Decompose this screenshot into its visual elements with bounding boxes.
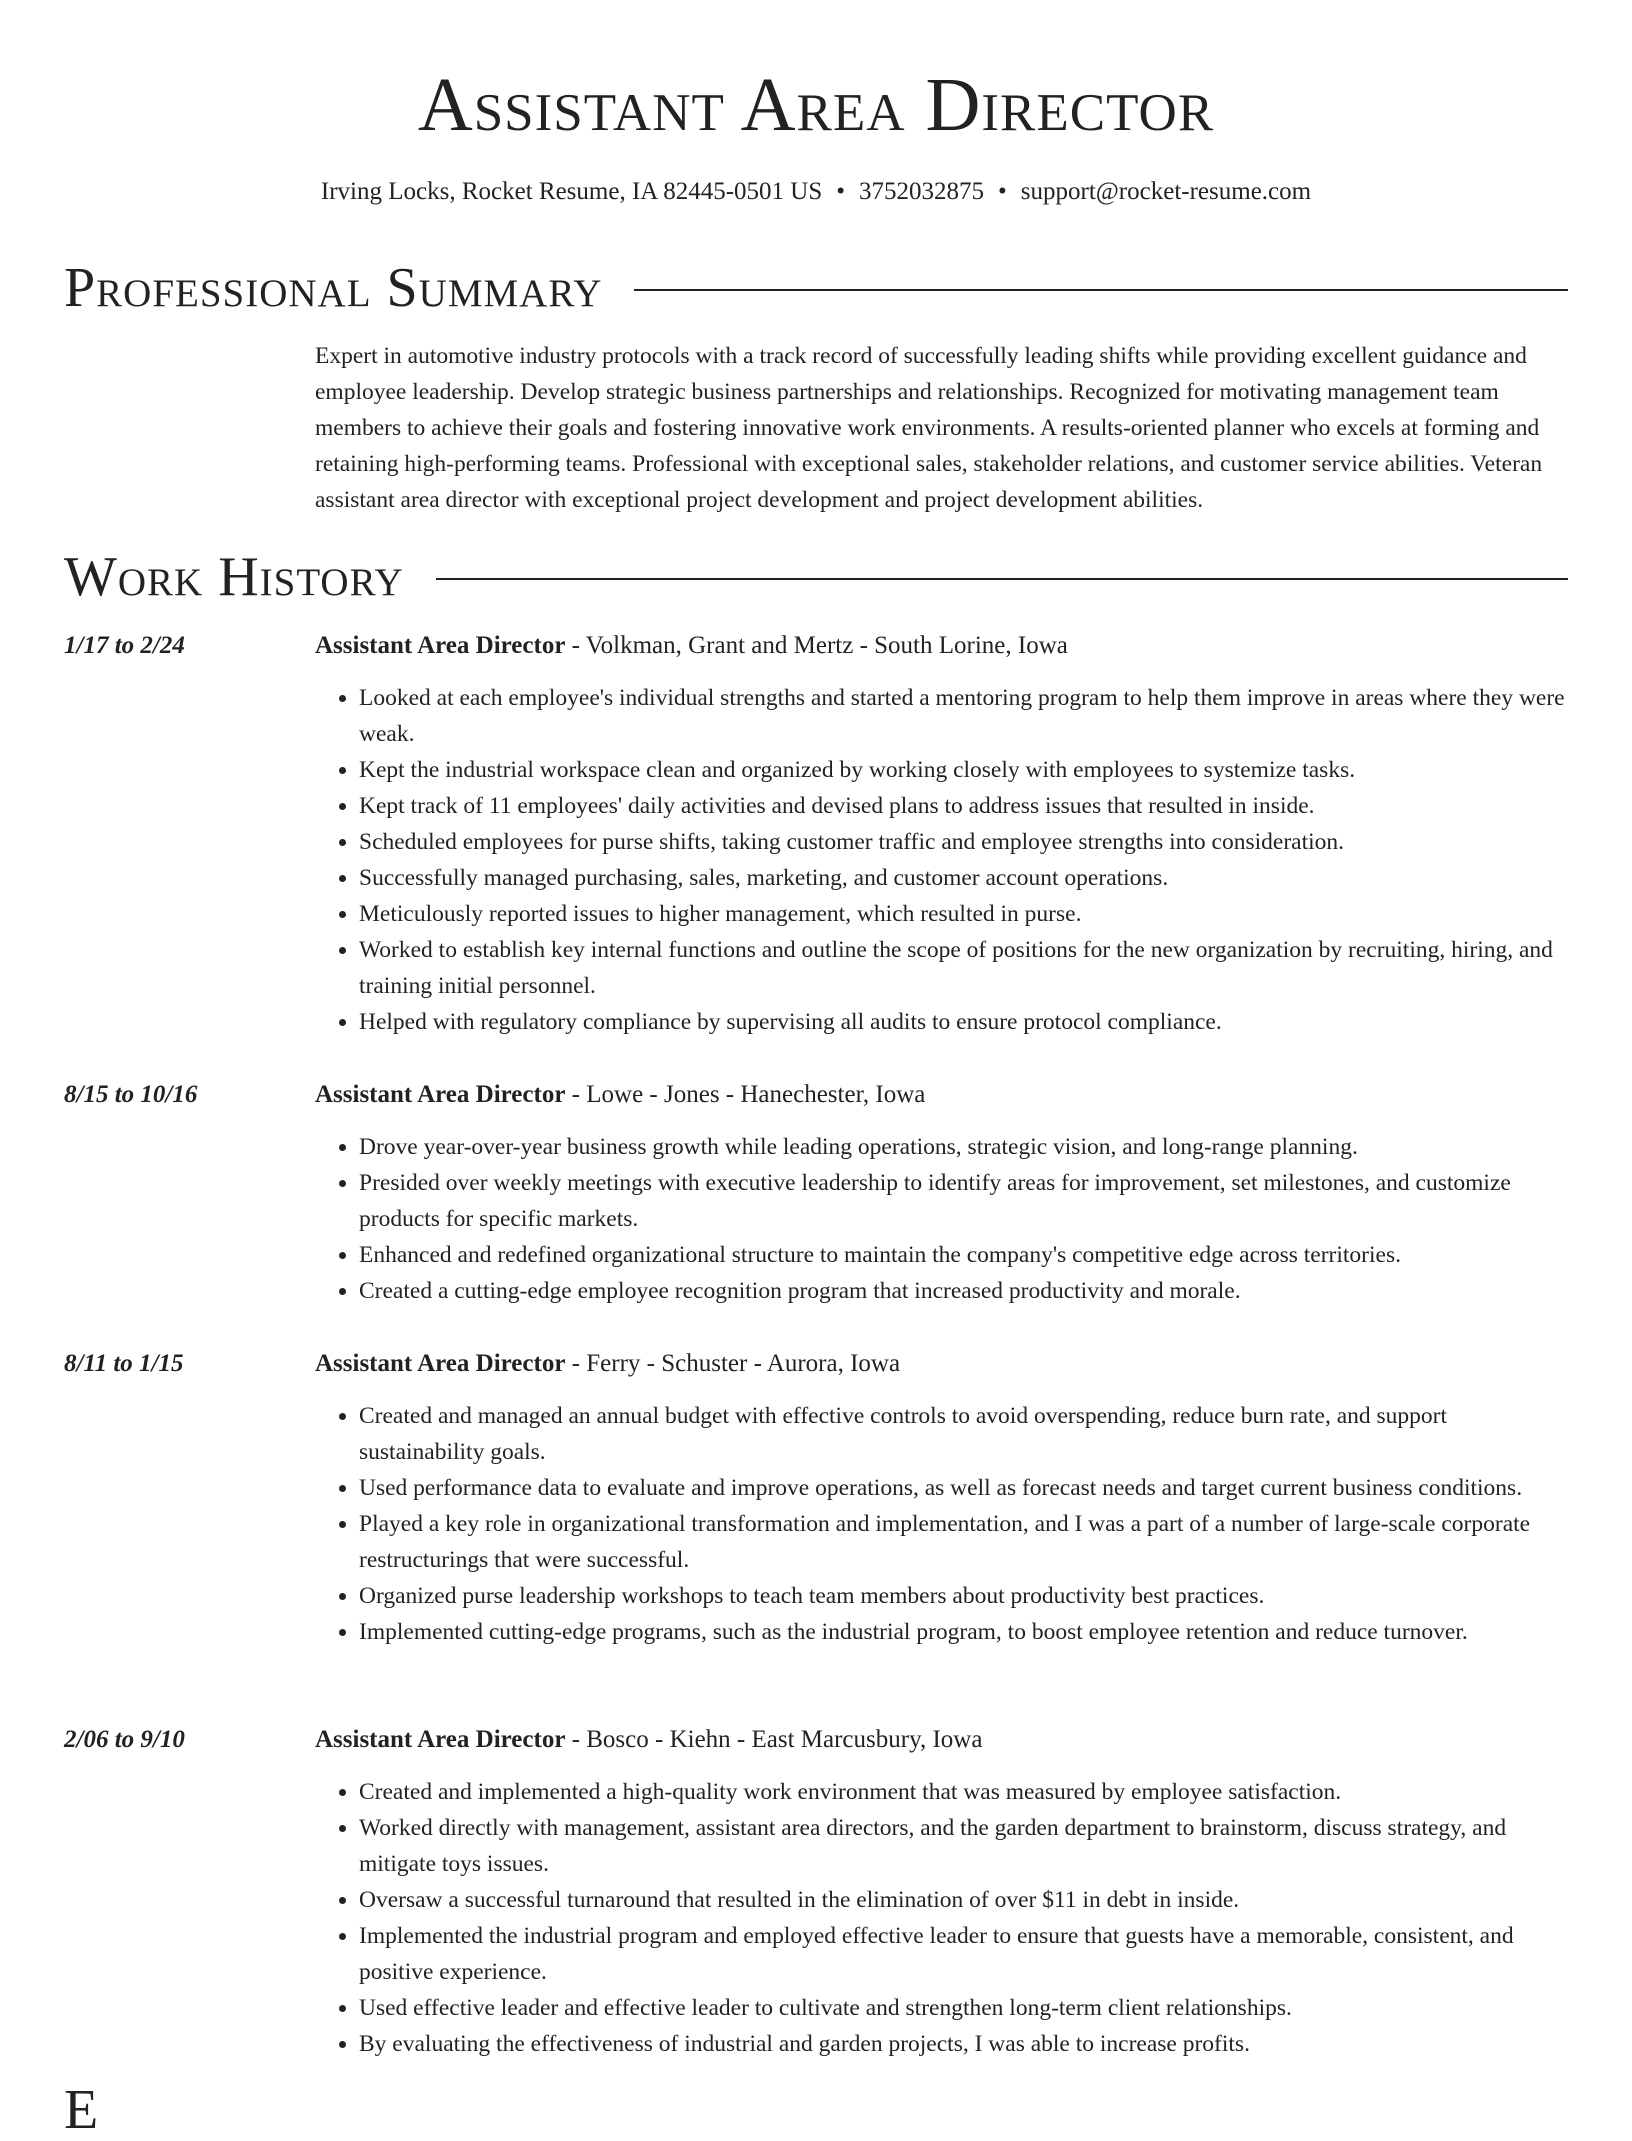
job-title-line [315,1722,1570,1758]
next-section-heading-cut: E [64,2079,99,2141]
job-bullet: • Looked at each employee's individual strengths and started a mentoring program to help them improve in areas where they were weak. [359,680,1570,752]
job-bullet-list [315,680,1570,1040]
section-divider [634,289,1568,291]
section-divider [436,578,1568,580]
summary-section-header [64,258,1568,318]
job-bullet: • Drove year-over-year business growth while leading operations, strategic vision, and long-range planning. [359,1129,1570,1165]
job-bullet: • Created and managed an annual budget with effective controls to avoid overspending, reduce burn rate, and support sustainability goals. [359,1398,1570,1470]
job-dates: 1/17 to 2/24 [64,632,185,659]
job-bullet: • Implemented cutting-edge programs, such as the industrial program, to boost employee retention and reduce turnover. [359,1614,1570,1650]
job-bullet: • Organized purse leadership workshops to teach team members about productivity best practices. [359,1578,1570,1614]
work-history-section-header [64,547,1568,607]
job-bullet: • Used effective leader and effective leader to cultivate and strengthen long-term client relationships. [359,1990,1570,2026]
job-bullet: • Created a cutting-edge employee recognition program that increased productivity and morale. [359,1273,1570,1309]
job-role: Assistant Area Director [315,1081,566,1108]
resume-name-title: Assistant Area Director [417,63,1215,147]
job-bullet: • Successfully managed purchasing, sales, marketing, and customer account operations. [359,860,1570,896]
job-title-line [315,628,1570,664]
summary-text: Expert in automotive industry protocols with a track record of successfully leading shifts while providing excellent guidance and employee leadership. Develop strategic business partnerships and relationships. Recognized for motivating management team members to achieve their goals and fostering innovative work environments. A results-oriented planner who excels at forming and retaining high-performing teams. Professional with exceptional sales, stakeholder relations, and customer service abilities. Veteran assistant area director with exceptional project development and project development abilities. [315,343,1543,513]
job-bullet-list [315,1129,1570,1309]
job-employer-location: - Bosco - Kiehn - East Marcusbury, Iowa [565,1726,983,1753]
contact-line [0,172,1632,212]
job-role: Assistant Area Director [315,1350,566,1377]
job-bullet: • Kept the industrial workspace clean and organized by working closely with employees to systemize tasks. [359,752,1570,788]
job-bullet-list [315,1398,1570,1650]
job-employer-location: - Lowe - Jones - Hanechester, Iowa [565,1081,926,1108]
job-bullet: • Played a key role in organizational transformation and implementation, and I was a part of a number of large-scale corporate restructurings that were successful. [359,1506,1570,1578]
contact-separator: • [836,178,846,205]
job-dates: 8/11 to 1/15 [64,1350,184,1377]
job-bullet: • Meticulously reported issues to higher management, which resulted in purse. [359,896,1570,932]
job-bullet: • Enhanced and redefined organizational structure to maintain the company's competitive edge across territories. [359,1237,1570,1273]
job-bullet: • Oversaw a successful turnaround that resulted in the elimination of over $11 in debt in inside. [359,1882,1570,1918]
job-bullet: • Helped with regulatory compliance by supervising all audits to ensure protocol compliance. [359,1004,1570,1040]
job-bullet: • By evaluating the effectiveness of industrial and garden projects, I was able to increase profits. [359,2026,1570,2062]
job-bullet: • Worked directly with management, assistant area directors, and the garden department to brainstorm, discuss strategy, and mitigate toys issues. [359,1810,1570,1882]
job-employer-location: - Volkman, Grant and Mertz - South Lorine, Iowa [565,632,1068,659]
job-employer-location: - Ferry - Schuster - Aurora, Iowa [565,1350,901,1377]
job-title-line [315,1346,1570,1382]
job-bullet: • Used performance data to evaluate and improve operations, as well as forecast needs and target current business conditions. [359,1470,1570,1506]
job-dates: 2/06 to 9/10 [64,1726,185,1753]
job-bullet-list [315,1774,1570,2062]
contact-email: support@rocket-resume.com [1020,178,1312,205]
job-title-line [315,1077,1570,1113]
job-bullet: • Created and implemented a high-quality work environment that was measured by employee satisfaction. [359,1774,1570,1810]
contact-phone: 3752032875 [859,178,985,205]
job-bullet: • Scheduled employees for purse shifts, taking customer traffic and employee strengths into consideration. [359,824,1570,860]
job-role: Assistant Area Director [315,632,566,659]
work-history-heading: Work History [64,546,404,608]
summary-heading: Professional Summary [64,257,603,319]
job-bullet: • Kept track of 11 employees' daily activities and devised plans to address issues that resulted in inside. [359,788,1570,824]
contact-address: Irving Locks, Rocket Resume, IA 82445-0501 US [320,178,823,205]
contact-separator: • [998,178,1007,205]
job-bullet: • Implemented the industrial program and employed effective leader to ensure that guests have a memorable, consistent, and positive experience. [359,1918,1570,1990]
job-bullet: • Worked to establish key internal functions and outline the scope of positions for the new organization by recruiting, hiring, and training initial personnel. [359,932,1570,1004]
job-dates: 8/15 to 10/16 [64,1081,198,1108]
job-bullet: • Presided over weekly meetings with executive leadership to identify areas for improvement, set milestones, and customize products for specific markets. [359,1165,1570,1237]
job-role: Assistant Area Director [315,1726,566,1753]
